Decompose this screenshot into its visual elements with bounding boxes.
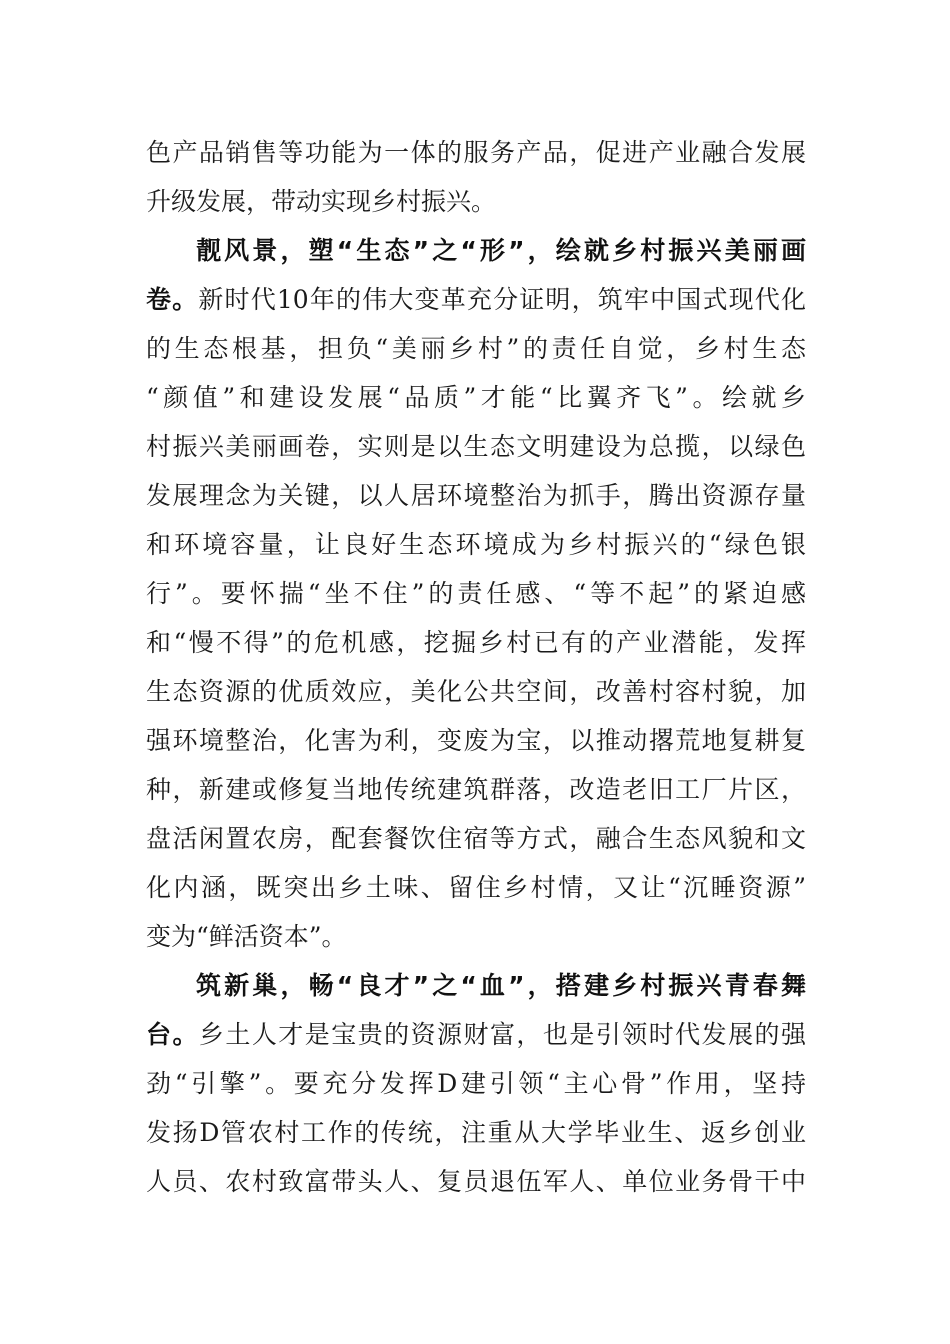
paragraph-2-heading: 靓风景，塑“生态”之“形”，绘就乡村振兴美丽画 (196, 236, 806, 265)
paragraph-2-line: 行”。要怀揣“坐不住”的责任感、“等不起”的紧迫感 (146, 579, 806, 608)
paragraph-2-line: 发展理念为关键，以人居环境整治为抓手，腾出资源存量 (146, 481, 806, 510)
paragraph-3-line: 劲“引擎”。要充分发挥D建引领“主心骨”作用，坚持 (146, 1069, 806, 1098)
paragraph-3-line: 发扬D管农村工作的传统，注重从大学毕业生、返乡创业 (146, 1118, 806, 1147)
paragraph-2-line: 和“慢不得”的危机感，挖掘乡村已有的产业潜能，发挥 (146, 628, 806, 657)
document-page (146, 128, 806, 1206)
paragraph-3-heading: 筑新巢，畅“良才”之“血”，搭建乡村振兴青春舞 (196, 971, 806, 1000)
paragraph-2-line: 的生态根基，担负“美丽乡村”的责任自觉，乡村生态 (146, 334, 806, 363)
paragraph-2-line: 和环境容量，让良好生态环境成为乡村振兴的“绿色银 (146, 530, 806, 559)
paragraph-2-line-2-text: 新时代10年的伟大变革充分证明，筑牢中国式现代化 (198, 285, 806, 314)
paragraph-2-line-last: 变为“鲜活资本”。 (146, 922, 347, 951)
paragraph-3-line: 人员、农村致富带头人、复员退伍军人、单位业务骨干中 (146, 1167, 806, 1196)
paragraph-2-line: 强环境整治，化害为利，变废为宝，以推动撂荒地复耕复 (146, 726, 806, 755)
paragraph-2-heading-end: 卷。 (146, 285, 199, 314)
paragraph-2-line: 化内涵，既突出乡土味、留住乡村情，又让“沉睡资源” (146, 873, 806, 902)
paragraph-2-line: 种，新建或修复当地传统建筑群落，改造老旧工厂片区， (146, 775, 806, 804)
paragraph-1-line-2: 升级发展，带动实现乡村振兴。 (146, 187, 497, 216)
paragraph-2-line: 盘活闲置农房，配套餐饮住宿等方式，融合生态风貌和文 (146, 824, 806, 853)
paragraph-1-line-1: 色产品销售等功能为一体的服务产品，促进产业融合发展 (146, 138, 806, 167)
paragraph-2-line: “颜值”和建设发展“品质”才能“比翼齐飞”。绘就乡 (146, 383, 806, 412)
paragraph-2-line-2 (146, 275, 806, 324)
paragraph-2-line: 村振兴美丽画卷，实则是以生态文明建设为总揽，以绿色 (146, 432, 806, 461)
paragraph-3-heading-end: 台。 (146, 1020, 199, 1049)
paragraph-2-line: 生态资源的优质效应，美化公共空间，改善村容村貌，加 (146, 677, 806, 706)
paragraph-3-line-2-text: 乡土人才是宝贵的资源财富，也是引领时代发展的强 (198, 1020, 806, 1049)
paragraph-3-line-2 (146, 1010, 806, 1059)
